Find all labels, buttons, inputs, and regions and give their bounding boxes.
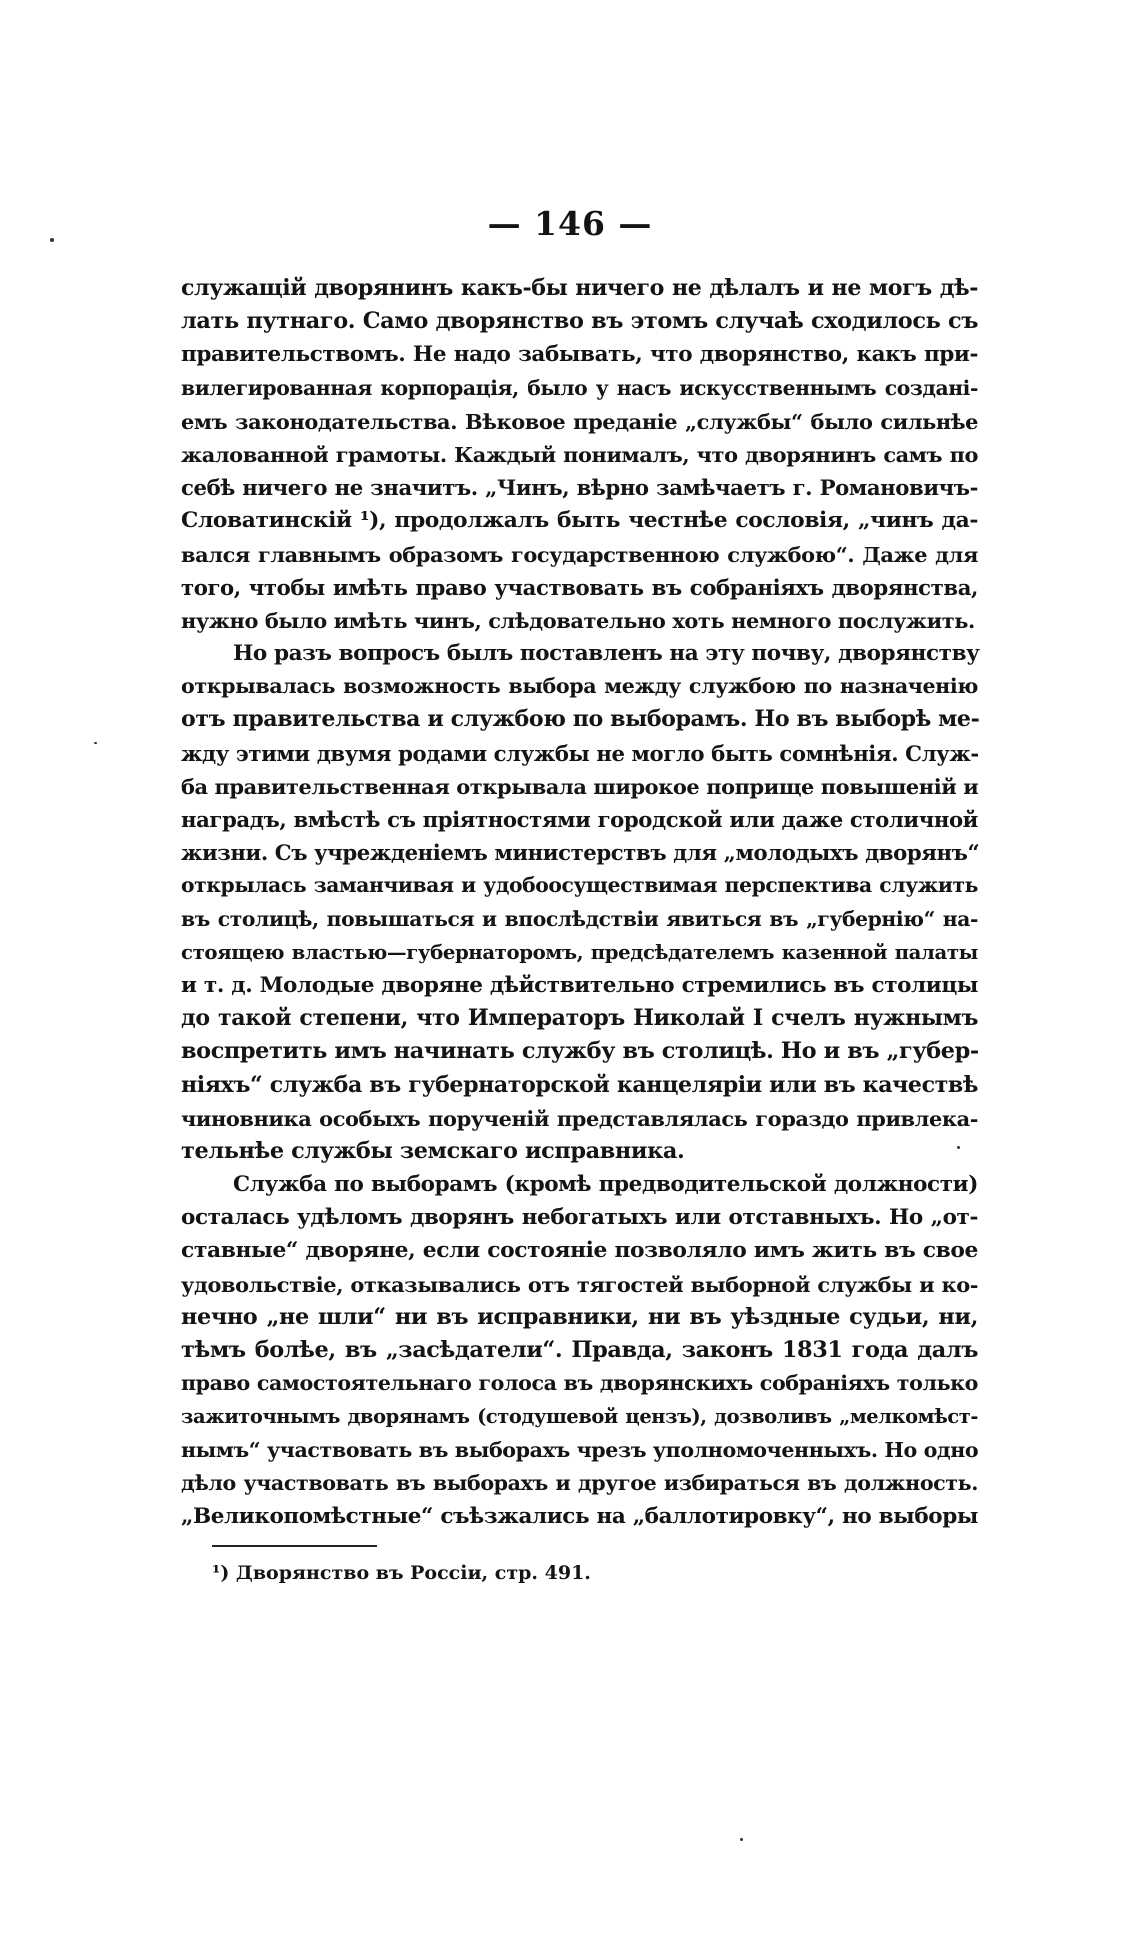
text-line: тельнѣе службы земскаго исправника. xyxy=(181,1137,685,1164)
text-line: служащій дворянинъ какъ-бы ничего не дѣлалъ и не могъ дѣ- xyxy=(181,275,978,301)
text-line: открылась заманчивая и удобоосуществимая перспектива служить xyxy=(181,873,978,898)
text-line: нымъ“ участвовать въ выборахъ чрезъ уполномоченныхъ. Но одно xyxy=(181,1437,979,1462)
scan-speck xyxy=(94,742,97,744)
footnote: ¹) Дворянство въ Россіи, стр. 491. xyxy=(212,1562,591,1584)
text-line: емъ законодательства. Вѣковое преданіе „службы“ было сильнѣе xyxy=(181,408,978,434)
text-line: отъ правительства и службою по выборамъ. Но въ выборѣ ме- xyxy=(181,706,980,733)
text-line: право самостоятельнаго голоса въ дворянскихъ собраніяхъ только xyxy=(181,1371,978,1396)
text-line: „Великопомѣстные“ съѣзжались на „баллотировку“, но выборы xyxy=(181,1503,978,1529)
footnote-divider xyxy=(212,1545,377,1547)
text-line: въ столицѣ, повышаться и впослѣдствіи явиться въ „губернію“ на- xyxy=(181,906,978,931)
text-line: ба правительственная открывала широкое поприще повышеній и xyxy=(181,773,979,799)
scan-speck xyxy=(740,1838,743,1841)
text-line: жалованной грамоты. Каждый понималъ, что дворянинъ самъ по xyxy=(181,441,978,467)
text-line: открывалась возможность выбора между службою по назначенію xyxy=(181,674,978,699)
text-line: лать путнаго. Само дворянство въ этомъ случаѣ сходилось съ xyxy=(181,308,978,335)
page-number: — 146 — xyxy=(487,204,653,243)
text-line: ставные“ дворяне, если состояніе позволяло имъ жить въ свое xyxy=(181,1238,978,1264)
text-line: до такой степени, что Императоръ Николай I счелъ нужнымъ xyxy=(181,1005,978,1032)
text-line: вилегированная корпорація, было у насъ искусственнымъ созданi- xyxy=(181,375,978,400)
text-line: правительствомъ. Не надо забывать, что дворянство, какъ при- xyxy=(181,342,978,368)
text-line: жизни. Съ учрежденіемъ министерствъ для „молодыхъ дворянъ“ xyxy=(181,840,980,866)
text-line: тѣмъ болѣе, въ „засѣдатели“. Правда, законъ 1831 года далъ xyxy=(181,1337,978,1363)
text-line: Служба по выборамъ (кромѣ предводительской должности) xyxy=(233,1172,978,1198)
text-line: Словатинскій ¹), продолжалъ быть честнѣе сословія, „чинъ да- xyxy=(181,508,978,534)
text-line: стоящею властью—губернаторомъ, предсѣдателемъ казенной палаты xyxy=(181,940,978,964)
text-line: осталась удѣломъ дворянъ небогатыхъ или отставныхъ. Но „от- xyxy=(181,1205,978,1231)
text-line: нужно было имѣть чинъ, слѣдовательно хоть немного послужить. xyxy=(181,607,975,633)
text-line: наградъ, вмѣстѣ съ пріятностями городской или даже столичной xyxy=(181,807,978,832)
text-line: Но разъ вопросъ былъ поставленъ на эту почву, дворянству xyxy=(233,641,980,667)
text-line: зажиточнымъ дворянамъ (стодушевой цензъ), дозволивъ „мелкомѣст- xyxy=(181,1405,978,1429)
text-line: чиновника особыхъ порученій представлялась гораздо привлека- xyxy=(181,1105,978,1131)
text-line: дѣло участвовать въ выборахъ и другое избираться въ должность. xyxy=(181,1470,978,1495)
scan-speck xyxy=(50,238,54,242)
text-line: удовольствіе, отказывались отъ тягостей выборной службы и ко- xyxy=(181,1271,978,1297)
text-line: жду этими двумя родами службы не могло быть сомнѣнія. Служ- xyxy=(181,740,979,766)
text-line: себѣ ничего не значитъ. „Чинъ, вѣрно замѣчаетъ г. Романовичъ- xyxy=(181,475,978,501)
text-line: вался главнымъ образомъ государственною службою“. Даже для xyxy=(181,541,978,567)
text-line: нечно „не шли“ ни въ исправники, ни въ уѣздные судьи, ни, xyxy=(181,1303,978,1330)
body-text xyxy=(181,272,978,1533)
text-line: ніяхъ“ служба въ губернаторской канцеляріи или въ качествѣ xyxy=(181,1071,978,1098)
text-line: воспретить имъ начинать службу въ столицѣ. Но и въ „губер- xyxy=(181,1038,979,1065)
text-line: того, чтобы имѣть право участвовать въ собраніяхъ дворянства, xyxy=(181,574,978,600)
scan-speck xyxy=(957,1146,960,1149)
text-line: и т. д. Молодые дворяне дѣйствительно стремились въ столицы xyxy=(181,972,978,998)
